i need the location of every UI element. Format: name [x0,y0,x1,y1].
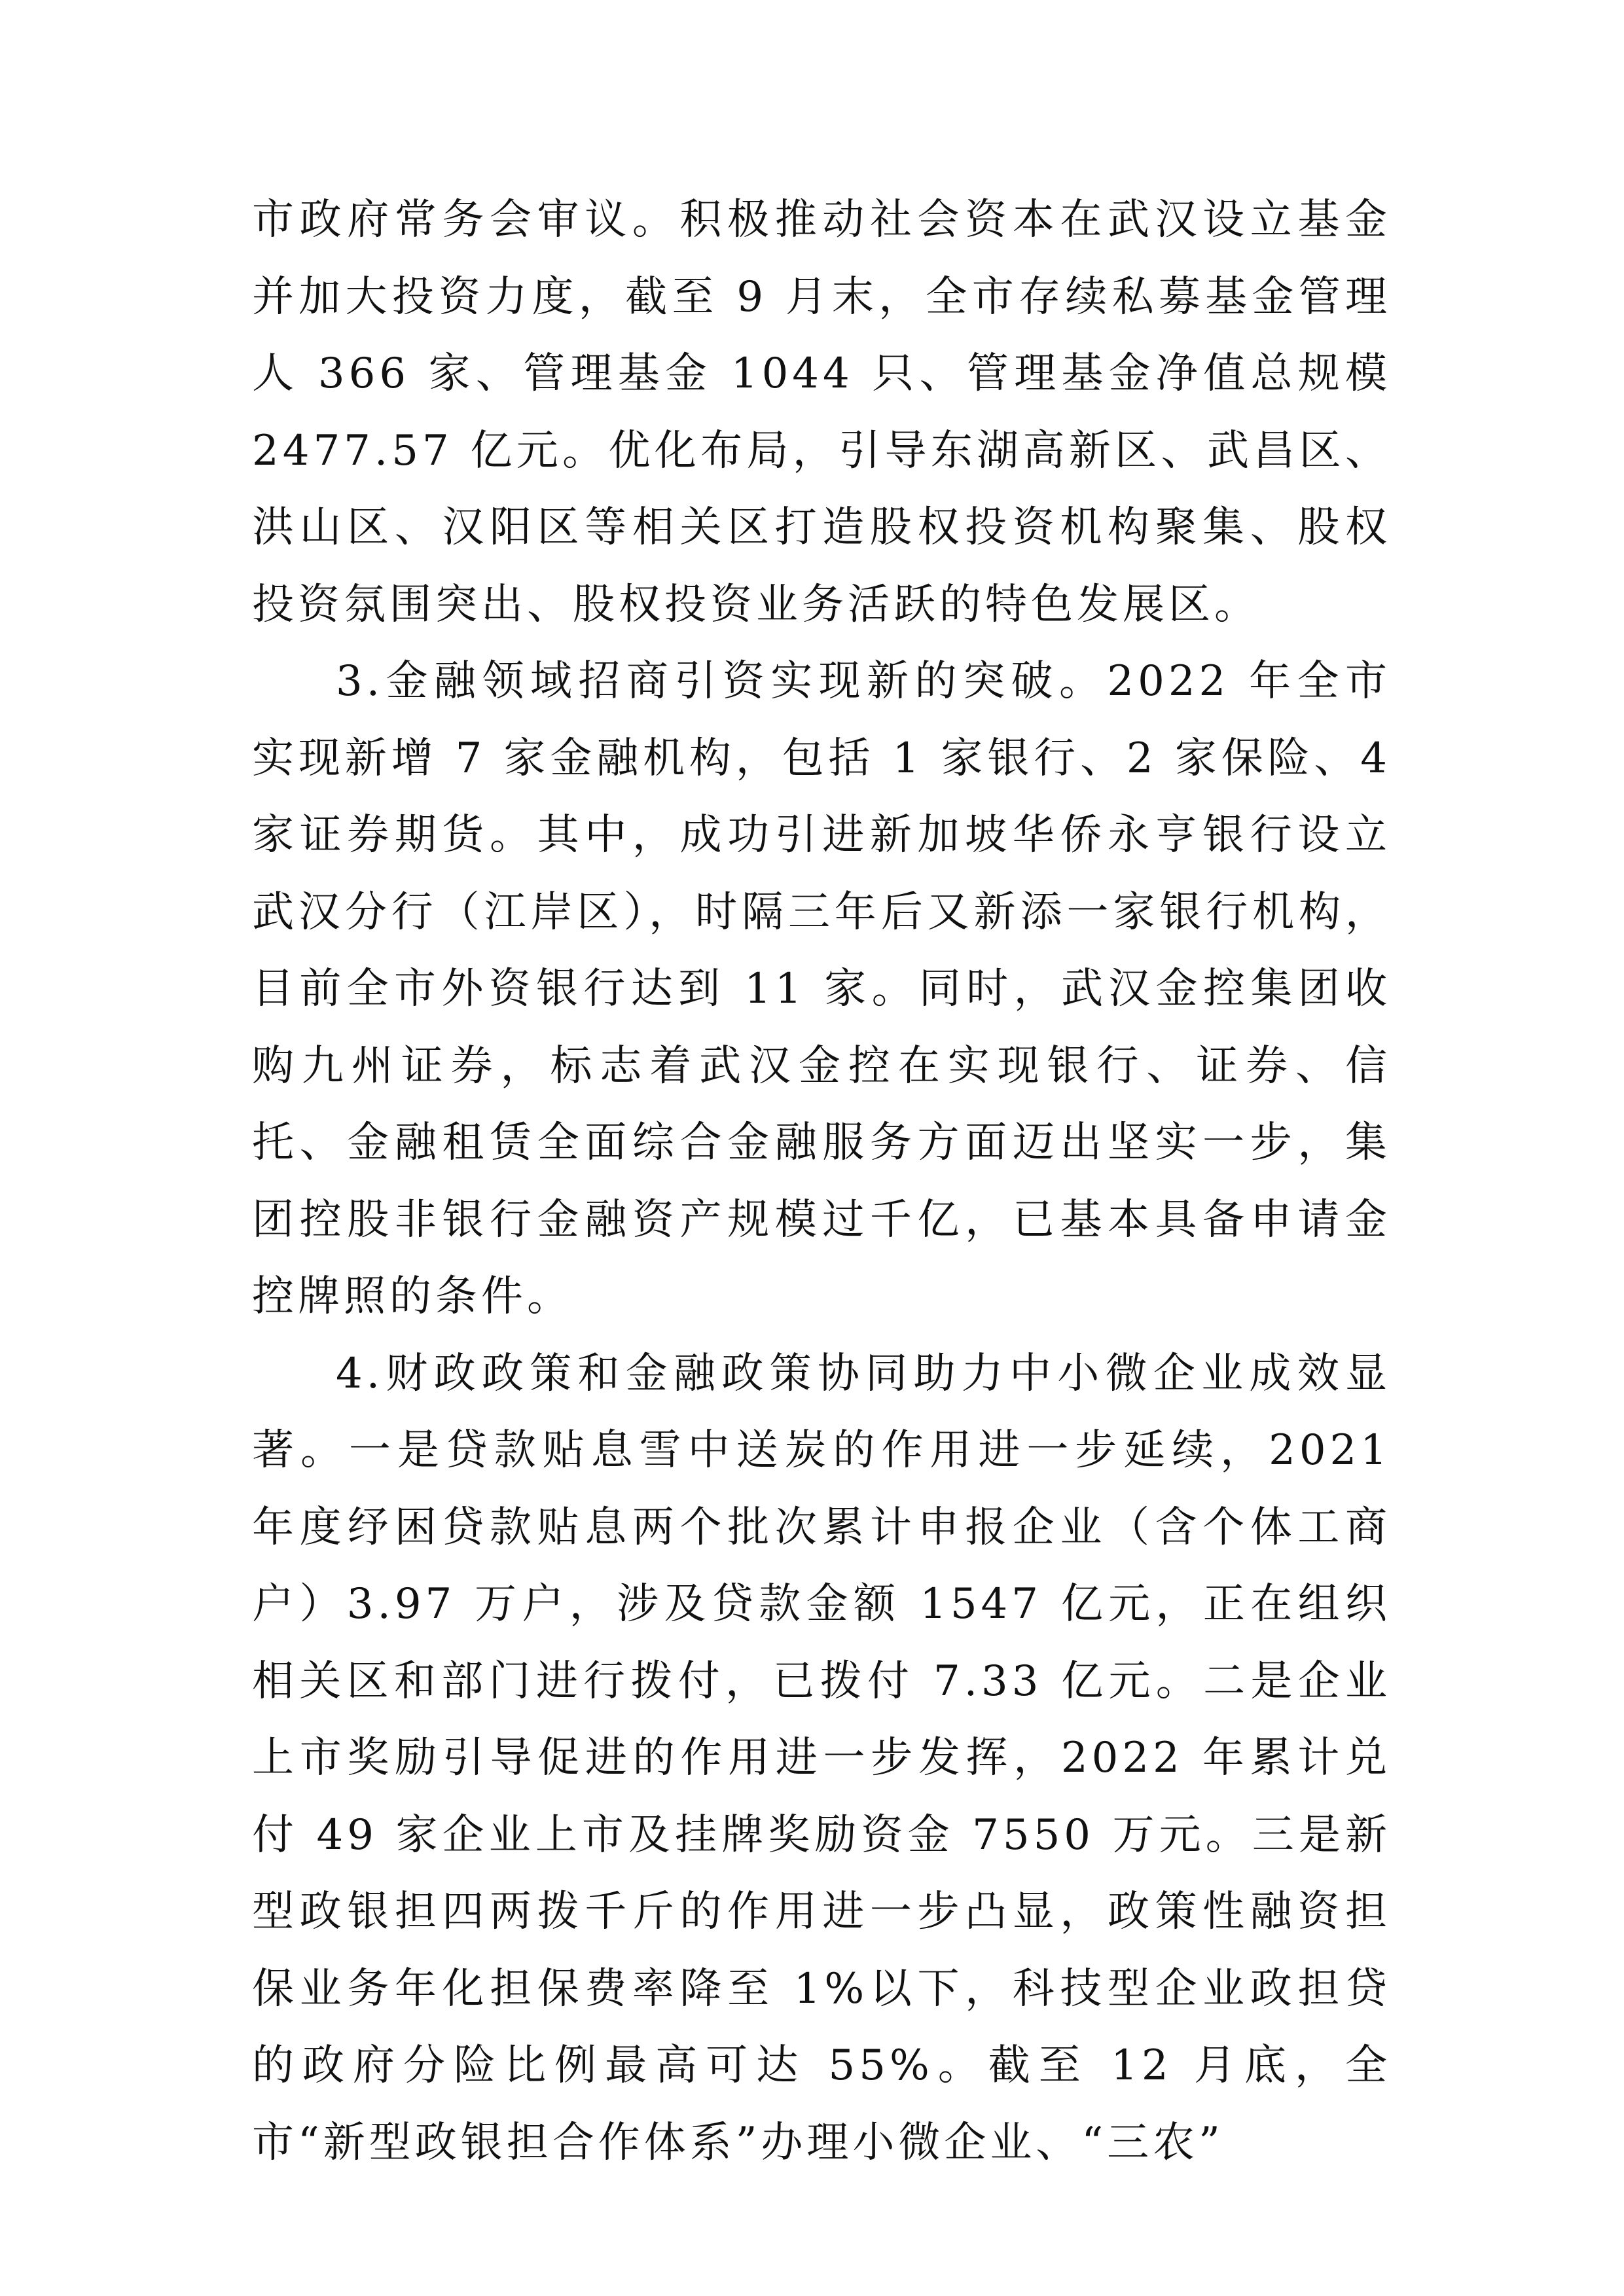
body-text [252,182,1391,2181]
paragraph-2: 3.金融领域招商引资实现新的突破。2022 年全市实现新增 7 家金融机构，包括 1 家银行、2 家保险、4 家证券期货。其中，成功引进新加坡华侨永亨银行设立武汉分行（江岸区），时隔三年后又新添一家银行机构，目前全市外资银行达到 11 家。同时，武汉金控集团收购九州证券，标志着武汉金控在实现银行、证券、信托、金融租赁全面综合金融服务方面迈出坚实一步，集团控股非银行金融资产规模过千亿，已基本具备申请金控牌照的条件。 [252,657,1391,1321]
paragraph-3: 4.财政政策和金融政策协同助力中小微企业成效显著。一是贷款贴息雪中送炭的作用进一步延续，2021 年度纾困贷款贴息两个批次累计申报企业（含个体工商户）3.97 万户，涉及贷款金额 1547 亿元，正在组织相关区和部门进行拨付，已拨付 7.33 亿元。二是企业上市奖励引导促进的作用进一步发挥，2022 年累计兑付 49 家企业上市及挂牌奖励资金 7550 万元。三是新型政银担四两拨千斤的作用进一步凸显，政策性融资担保业务年化担保费率降至 1%以下，科技型企业政担贷的政府分险比例最高可达 55%。截至 12 月底，全市“新型政银担合作体系”办理小微企业、“三农” [252,1349,1391,2167]
paragraph-1: 市政府常务会审议。积极推动社会资本在武汉设立基金并加大投资力度，截至 9 月末，全市存续私募基金管理人 366 家、管理基金 1044 只、管理基金净值总规模 2477.57 亿元。优化布局，引导东湖高新区、武昌区、洪山区、汉阳区等相关区打造股权投资机构聚集、股权投资氛围突出、股权投资业务活跃的特色发展区。 [252,196,1391,629]
